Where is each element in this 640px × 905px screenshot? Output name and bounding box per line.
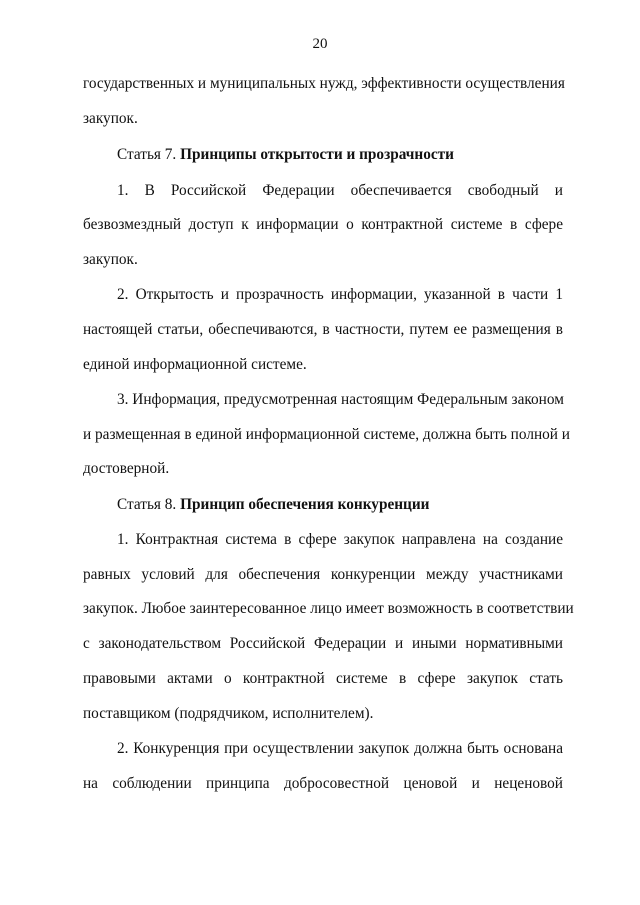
article-7-prefix: Статья 7. [117, 146, 177, 163]
text-line: закупок. [83, 110, 138, 127]
text-line: поставщиком (подрядчиком, исполнителем). [83, 705, 374, 722]
text-line: и размещенная в единой информационной системе, должна быть полной и [83, 426, 570, 443]
page-number: 20 [312, 36, 328, 52]
text-line: с законодательством Российской Федерации и иными нормативными [83, 635, 563, 652]
text-line: 3. Информация, предусмотренная настоящим Федеральным законом [117, 391, 564, 408]
article-7-heading [117, 145, 597, 165]
text-line: 2. Открытость и прозрачность информации, указанной в части 1 [117, 286, 563, 303]
text-line: безвозмездный доступ к информации о контрактной системе в сфере [83, 216, 563, 233]
text-line: правовыми актами о контрактной системе в сфере закупок стать [83, 670, 563, 687]
text-line: настоящей статьи, обеспечиваются, в частности, путем ее размещения в [83, 321, 563, 338]
article-8-prefix: Статья 8. [117, 496, 177, 513]
text-line: 2. Конкуренция при осуществлении закупок должна быть основана [117, 740, 563, 757]
text-line: на соблюдении принципа добросовестной ценовой и неценовой [83, 775, 563, 792]
text-line: государственных и муниципальных нужд, эффективности осуществления [83, 75, 565, 92]
article-7-title: Принципы открытости и прозрачности [180, 146, 454, 163]
text-line: 1. Контрактная система в сфере закупок направлена на создание [117, 531, 563, 548]
article-8-title: Принцип обеспечения конкуренции [180, 496, 430, 513]
text-line: единой информационной системе. [83, 356, 307, 373]
text-line: равных условий для обеспечения конкуренции между участниками [83, 566, 563, 583]
text-line: достоверной. [83, 460, 170, 477]
text-line: закупок. [83, 251, 138, 268]
text-line: закупок. Любое заинтересованное лицо имеет возможность в соответствии [83, 600, 574, 617]
article-8-heading [117, 495, 597, 515]
text-line: 1. В Российской Федерации обеспечивается свободный и [117, 182, 563, 199]
